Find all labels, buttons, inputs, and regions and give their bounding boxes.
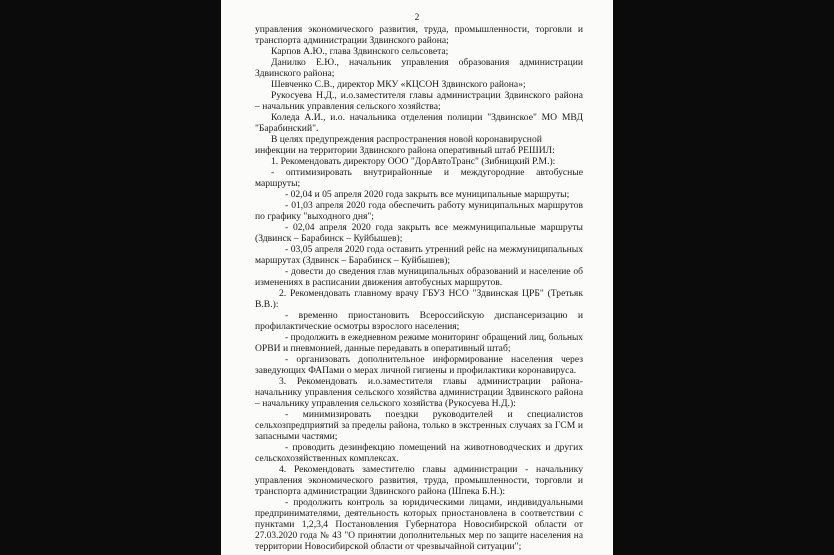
text-line: управления экономического развития, труда, промышленности, торговли и — [255, 24, 583, 35]
text-line: 2. Рекомендовать главному врачу ГБУЗ НСО "Здвинская ЦРБ" (Третьяк — [279, 288, 583, 299]
text-line: управления экономического развития, труда, промышленности, торговли и — [255, 475, 583, 486]
text-line: - оптимизировать внутрирайонные и междугородние автобусные — [271, 167, 583, 178]
text-line: изменениях в расписании движения автобусных маршрутов. — [255, 277, 503, 288]
page-number: 2 — [414, 13, 420, 23]
text-line: 27.03.2020 года № 43 "О принятии дополнительных мер по защите населения на — [255, 531, 583, 541]
text-line: Шевченко С.В., директор МКУ «КЦСОН Здвинского района»; — [271, 79, 526, 90]
text-line: по графику "выходного дня"; — [255, 211, 374, 222]
text-line: 4. Рекомендовать заместителю главы администрации - начальнику — [279, 464, 583, 475]
text-line: (Здвинск – Барабинск – Куйбышев); — [255, 233, 403, 244]
text-line: Данилко Е.Ю., начальник управления образования администрации — [271, 57, 583, 68]
text-line: сельхозпредприятий за пределы района, только в экстренных случаях за ГСМ и — [255, 420, 583, 431]
text-line: – начальник управления сельского хозяйства; — [255, 101, 441, 112]
text-line: маршрутах (Здвинск – Барабинск – Куйбышев); — [255, 255, 451, 266]
text-line: Рукосуева Н.Д., и.о.заместителя главы администрации Здвинского района — [271, 90, 583, 101]
text-line: "Барабинский". — [255, 123, 319, 134]
text-line: запасными частями; — [255, 431, 338, 442]
text-line: начальнику управления сельского хозяйства администрации Здвинского района — [255, 387, 583, 398]
text-line: - проводить дезинфекцию помещений на животноводческих и других — [285, 442, 583, 453]
text-line: транспорта администрации Здвинского района; — [255, 35, 449, 46]
text-line: пунктами 1,2,3,4 Постановления Губернатора Новосибирской области от — [255, 519, 583, 530]
text-line: В.В.): — [255, 299, 279, 310]
text-line: - временно приостановить Всероссийскую диспансеризацию и — [285, 310, 583, 321]
text-line: – начальнику управления сельского хозяйства (Рукосуева Н.Д.): — [255, 398, 516, 409]
text-line: - довести до сведения глав муниципальных образований и население об — [285, 266, 583, 277]
text-line: 1. Рекомендовать директору ООО "ДорАвтоТранс" (Зибницкий Р.М.): — [271, 156, 556, 167]
left-dark-margin — [0, 0, 221, 555]
text-line: маршруты; — [255, 178, 301, 189]
text-line: ОРВИ и пневмонией, данные передавать в оперативный штаб; — [255, 343, 511, 354]
text-line: заведующих ФАПами о мерах личной гигиены и профилактики коронавируса. — [255, 365, 577, 376]
text-line: предпринимателями, деятельность которых приостановлена в соответствии с — [255, 508, 583, 519]
text-line: Коледа А.И., и.о. начальника отделения полиции "Здвинское" МО МВД — [271, 112, 583, 123]
text-line: профилактические осмотры взрослого населения; — [255, 321, 460, 332]
text-line: В целях предупреждения распространения новой коронавирусной — [271, 134, 542, 145]
right-dark-margin — [613, 0, 834, 555]
text-line: - 02,04 и 05 апреля 2020 года закрыть все муниципальные маршруты; — [285, 189, 570, 200]
text-line: - продолжить в ежедневном режиме мониторинг обращений лиц, больных — [285, 333, 583, 343]
text-line: инфекции на территории Здвинского района оперативный штаб РЕШИЛ: — [255, 145, 555, 156]
text-line: - 02,04 апреля 2020 года закрыть все межмуниципальные маршруты — [285, 222, 583, 233]
text-line: - организовать дополнительное информирование населения через — [285, 354, 583, 365]
text-line: - 01,03 апреля 2020 года обеспечить работу муниципальных маршрутов — [285, 200, 583, 211]
text-line: транспорта администрации Здвинского района (Шпека Б.Н.): — [255, 486, 506, 497]
text-line: сельскохозяйственных комплексах. — [255, 453, 399, 464]
text-line: территории Новосибирской области от чрезвычайной ситуации"; — [255, 541, 522, 552]
text-line: Карпов А.Ю., глава Здвинского сельсовета; — [271, 46, 449, 57]
text-line: - 03,05 апреля 2020 года оставить утренний рейс на межмуниципальных — [285, 244, 583, 255]
text-line: - продолжить контроль за юридическими лицами, индивидуальными — [285, 497, 583, 508]
document-page[interactable] — [221, 0, 613, 555]
text-line: Здвинского района; — [255, 68, 335, 79]
text-line: - минимизировать поездки руководителей и специалистов — [285, 409, 583, 420]
text-line: 3. Рекомендовать и.о.заместителя главы администрации района- — [279, 376, 583, 387]
